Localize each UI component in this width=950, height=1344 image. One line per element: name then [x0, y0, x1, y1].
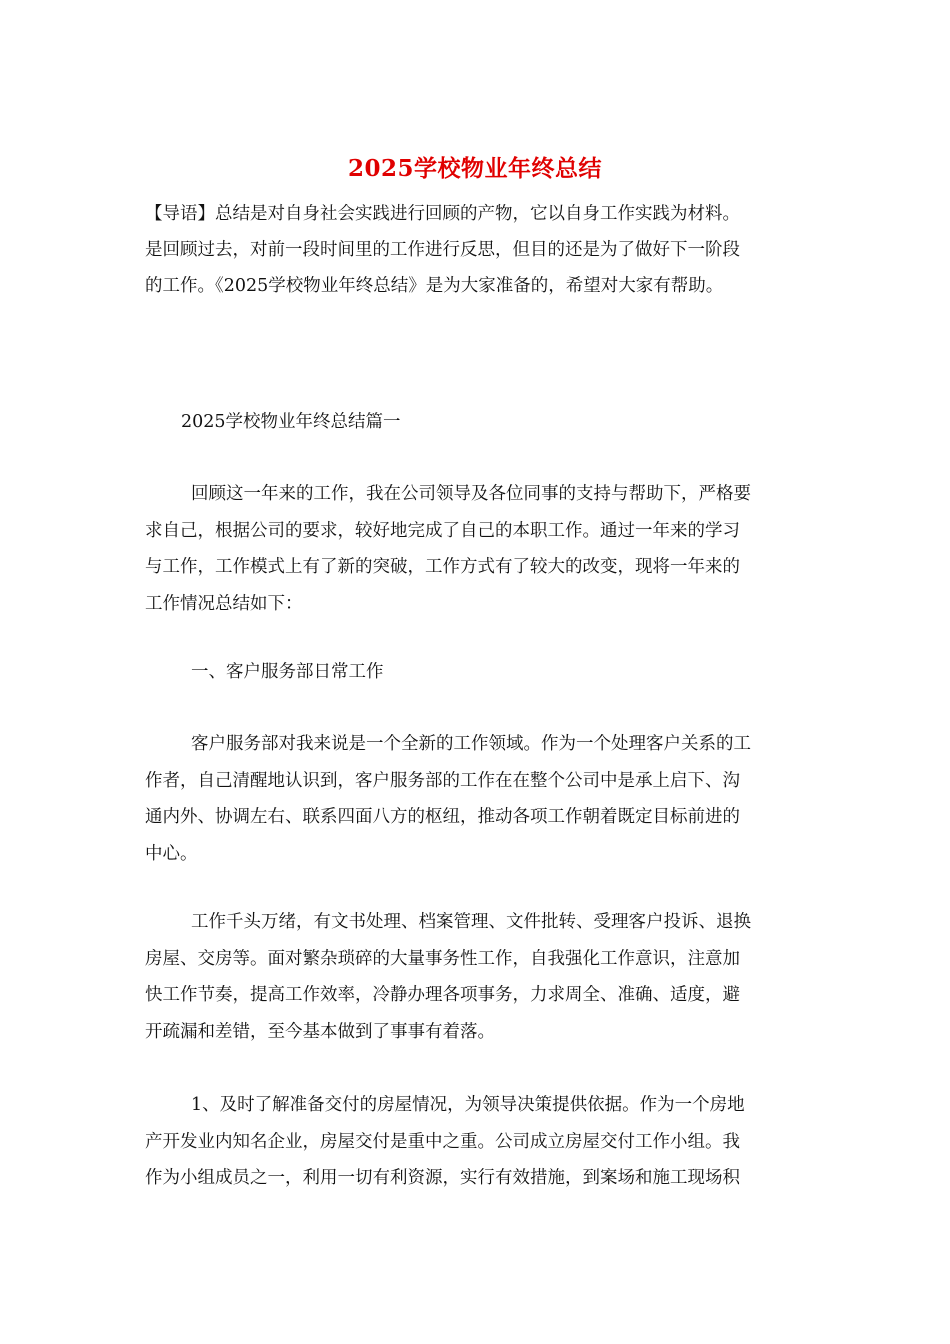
paragraph-customer-service	[145, 726, 810, 872]
paragraph-house-delivery	[145, 1087, 810, 1197]
paragraph-line: 求自己，根据公司的要求，较好地完成了自己的本职工作。通过一年来的学习	[145, 520, 740, 541]
paragraph-line: 回顾这一年来的工作，我在公司领导及各位同事的支持与帮助下，严格要	[191, 484, 751, 504]
paragraph-line: 与工作，工作模式上有了新的突破，工作方式有了较大的改变，现将一年来的	[145, 557, 740, 577]
paragraph-line: 客户服务部对我来说是一个全新的工作领域。作为一个处理客户关系的工	[191, 734, 751, 754]
intro-paragraph	[145, 196, 810, 304]
paragraph-daily-work	[145, 904, 810, 1050]
intro-line: 是回顾过去，对前一段时间里的工作进行反思，但目的还是为了做好下一阶段	[145, 240, 740, 260]
paragraph-review	[145, 476, 810, 622]
paragraph-line: 房屋、交房等。面对繁杂琐碎的大量事务性工作，自我强化工作意识，注意加	[145, 948, 740, 969]
document-title: 2025学校物业年终总结	[347, 155, 602, 182]
section-heading: 2025学校物业年终总结篇一	[181, 412, 401, 432]
paragraph-line: 工作情况总结如下：	[145, 593, 303, 614]
paragraph-line: 作为小组成员之一，利用一切有利资源，实行有效措施，到案场和施工现场积	[145, 1168, 740, 1188]
intro-line: 【导语】总结是对自身社会实践进行回顾的产物，它以自身工作实践为材料。	[145, 204, 740, 224]
subheading-customer-service: 一、客户服务部日常工作	[191, 662, 384, 682]
paragraph-line: 快工作节奏，提高工作效率，冷静办理各项事务，力求周全、准确、适度，避	[145, 985, 740, 1005]
paragraph-line: 开疏漏和差错，至今基本做到了事事有着落。	[145, 1021, 495, 1042]
paragraph-line: 中心。	[145, 843, 198, 864]
paragraph-line: 产开发业内知名企业，房屋交付是重中之重。公司成立房屋交付工作小组。我	[145, 1131, 740, 1152]
paragraph-line: 作者，自己清醒地认识到，客户服务部的工作在在整个公司中是承上启下、沟	[145, 770, 740, 791]
paragraph-line: 1、及时了解准备交付的房屋情况，为领导决策提供依据。作为一个房地	[191, 1095, 745, 1115]
paragraph-line: 工作千头万绪，有文书处理、档案管理、文件批转、受理客户投诉、退换	[191, 912, 751, 932]
paragraph-line: 通内外、协调左右、联系四面八方的枢纽，推动各项工作朝着既定目标前进的	[145, 807, 740, 827]
intro-line: 的工作。《2025学校物业年终总结》是为大家准备的，希望对大家有帮助。	[145, 276, 724, 296]
